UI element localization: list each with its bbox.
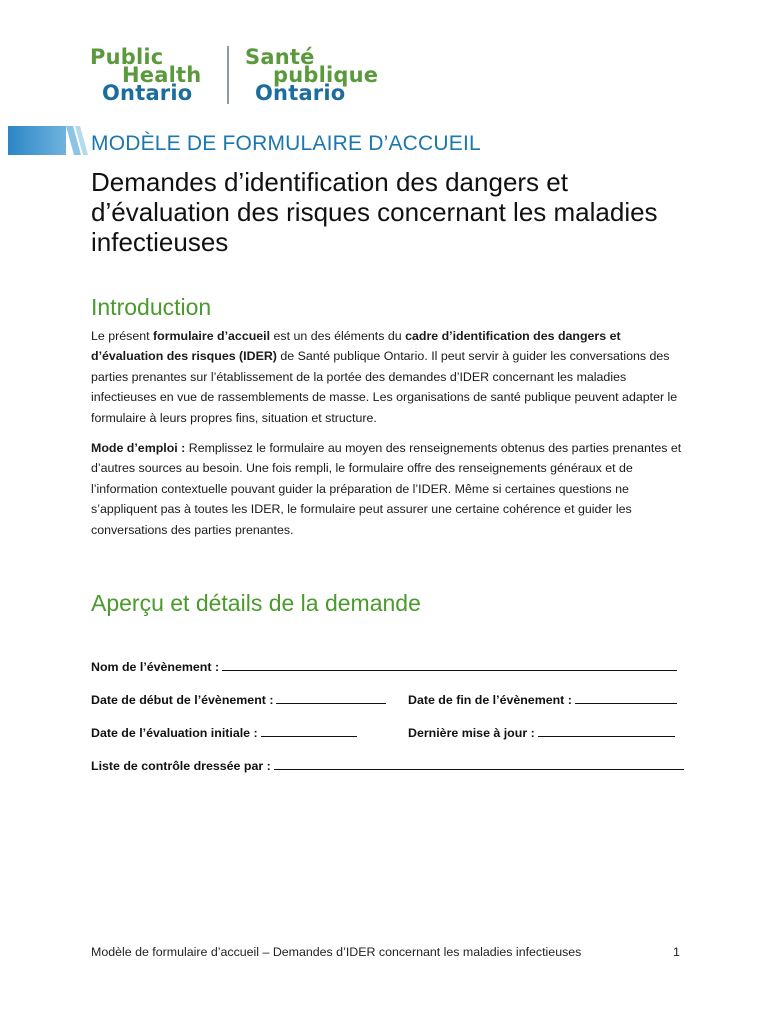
logo-divider (227, 46, 229, 104)
end-date-label: Date de fin de l’évènement : (408, 693, 572, 707)
form-type-label: MODÈLE DE FORMULAIRE D’ACCUEIL (91, 132, 481, 155)
event-name-field (91, 657, 677, 674)
last-update-field (408, 723, 675, 740)
initial-eval-field (91, 723, 357, 740)
end-date-field (408, 690, 677, 707)
introduction-paragraph (91, 326, 683, 428)
logo-fr-line2: publique (273, 63, 379, 87)
event-name-input-line[interactable] (222, 657, 677, 671)
intro-text-e: de Santé publique Ontario. Il peut servir à guider les conversations des parties prenantes sur l’établissement de la portée des demandes d’IDER concernant les maladies infectieuses en vue de rassemblements de masse. Les organisations de santé publique peuvent adapter le formulaire à leurs propres fins, situation et structure. (91, 349, 678, 425)
logo-fr-line1: Santé (245, 45, 315, 69)
initial-eval-input-line[interactable] (261, 723, 357, 737)
logo-en-line3: Ontario (102, 81, 193, 105)
intro-bold-form: formulaire d’accueil (153, 329, 271, 343)
instructions-label: Mode d’emploi : (91, 441, 186, 455)
last-update-label: Dernière mise à jour : (408, 726, 535, 740)
start-date-label: Date de début de l’évènement : (91, 693, 274, 707)
checklist-by-field (91, 756, 684, 773)
public-health-ontario-logo (90, 42, 380, 106)
document-title: Demandes d’identification des dangers et d’évaluation des risques concernant les maladies infectieuses (91, 167, 658, 257)
banner-stripe-graphic (8, 126, 88, 155)
instructions-paragraph (91, 438, 683, 540)
checklist-by-input-line[interactable] (274, 756, 684, 770)
intro-text-c: est un des éléments du (270, 329, 406, 343)
initial-eval-label: Date de l’évaluation initiale : (91, 726, 258, 740)
introduction-heading: Introduction (91, 294, 212, 320)
page-footer: Modèle de formulaire d’accueil – Demandes d’IDER concernant les maladies infectieuses (91, 945, 582, 959)
logo-en-line1: Public (90, 45, 164, 69)
event-name-label: Nom de l’évènement : (91, 660, 220, 674)
intro-bold-framework: cadre d’identification des dangers et d’évaluation des risques (IDER) (91, 329, 621, 364)
logo-fr-line3: Ontario (255, 81, 346, 105)
checklist-by-label: Liste de contrôle dressée par : (91, 759, 271, 773)
logo-en-line2: Health (122, 63, 202, 87)
start-date-input-line[interactable] (276, 690, 386, 704)
start-date-field (91, 690, 386, 707)
instructions-text: Remplissez le formulaire au moyen des renseignements obtenus des parties prenantes et d’autres sources au besoin. Une fois rempli, le formulaire offre des renseignements généraux et de l’information contextuelle pouvant guider la préparation de l’IDER. Même si certaines questions ne s’appliquent pas à toutes les IDER, le formulaire peut assurer une certaine cohérence et guider les conversations des parties prenantes. (91, 441, 682, 537)
end-date-input-line[interactable] (575, 690, 677, 704)
request-details-heading: Aperçu et détails de la demande (91, 590, 421, 616)
intro-text-a: Le présent (91, 329, 153, 343)
last-update-input-line[interactable] (538, 723, 675, 737)
page-number: 1 (673, 945, 680, 959)
